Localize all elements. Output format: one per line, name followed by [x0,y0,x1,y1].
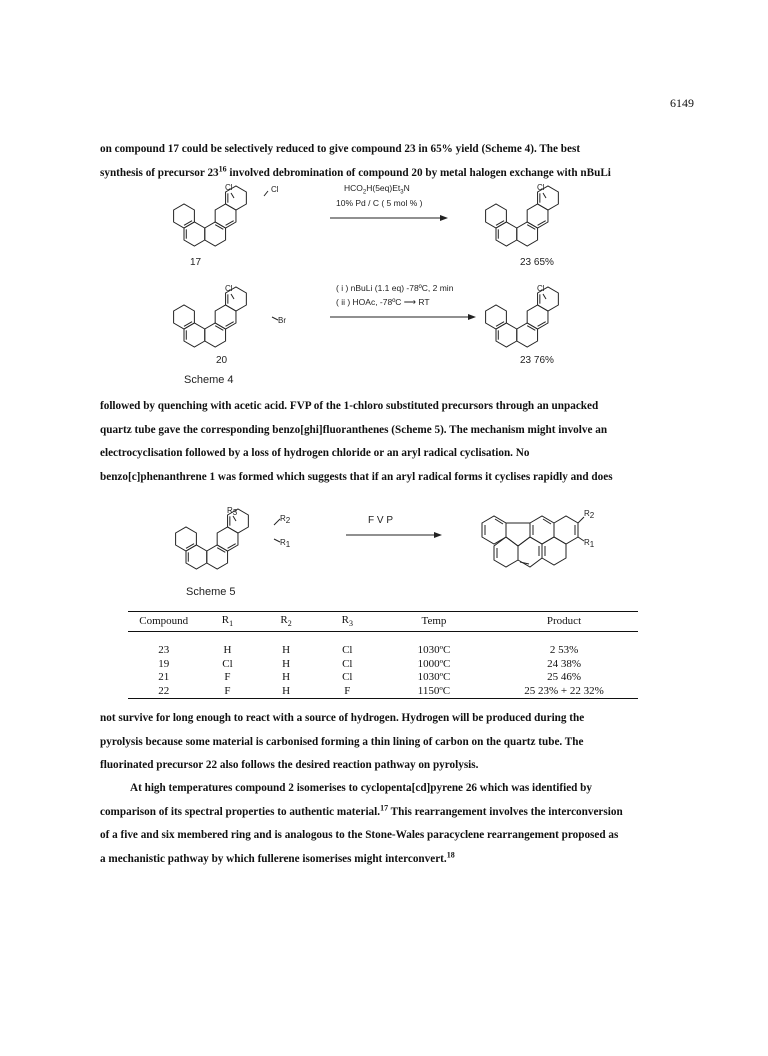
double-bond [527,225,535,230]
fvp-condition: F V P [368,515,394,526]
svg-text:Cl: Cl [537,284,545,293]
double-bond [215,326,223,331]
paragraph-1: on compound 17 could be selectively reduced to give compound 23 in 65% yield (Scheme 4). The best synthesis of precursor $23^{16}$ involved debromination of compound 20 by metal halogen exchange with nBuLi [100,143,611,179]
fvp-arrow [346,531,446,539]
svg-text:R1: R1 [584,538,595,549]
compound-20-structure [168,283,298,353]
cell-compound: 21 [158,671,170,684]
benzene-ring [486,305,507,329]
page-number: 6149 [670,96,694,110]
benzene-ring [517,222,538,246]
svg-text:Cl: Cl [225,284,233,293]
double-bond [496,322,504,327]
header-product: Product [490,612,638,632]
cell-temp: 1030ºC [417,644,451,657]
benzene-ring [527,305,548,329]
cell-r2: H [282,644,291,657]
paragraph-4: At high temperatures compound 2 isomerises to cyclopenta[cd]pyrene 26 which was identified by comparison of its spectral properties to authentic material.$^{17}$ This rearrangement involves the interconversion of a five and six membered ring and is analogous to the Stone-Wales paracyclene rearrangement proposed as a mechanistic pathway by which fullerene isomerises might interconvert.$^{18}$ [100,782,623,865]
benzene-ring [205,222,226,246]
reaction-2-conditions-line1: ( i ) nBuLi (1.1 eq) -78ºC, 2 min [336,283,454,293]
scheme-5-caption: Scheme 5 [186,586,236,598]
double-bond [184,221,192,226]
reaction-1-arrow [330,214,450,222]
reaction-2-conditions-line2: ( ii ) HOAc, -78ºC ⟶ RT [336,297,430,307]
svg-text:R3: R3 [227,506,238,517]
double-bond [217,548,225,553]
cell-product: 24 38% [547,657,581,670]
cell-r3: Cl [342,644,353,657]
svg-text:R2: R2 [584,509,595,520]
cell-r1: F [199,685,255,699]
cell-r3: Cl [342,657,353,670]
benzene-ring [496,323,517,347]
table-row [128,685,638,699]
cell-r3: Cl [342,671,353,684]
double-bond [226,322,234,327]
benzene-ring [186,545,207,569]
svg-text:R2: R2 [280,514,291,525]
benzene-ring [217,527,238,551]
double-bond [184,322,192,327]
cell-r2: H [282,671,291,684]
header-r2: $R_2$ [255,612,316,632]
svg-text:Cl: Cl [225,183,233,192]
cell-product: 2 53% [549,644,579,657]
double-bond [538,221,546,226]
double-bond [226,221,234,226]
compound-17-structure [168,182,288,252]
benzene-ring [215,305,236,329]
reaction-2-arrow [330,313,480,321]
table-row [128,658,638,672]
compound-17-label: 17 [190,257,202,268]
cell-temp: 1000ºC [417,657,451,670]
double-bond [186,544,194,549]
cell-compound: 22 [128,685,199,699]
benzene-ring [174,305,195,329]
compound-20-label: 20 [216,355,228,366]
double-bond [538,322,546,327]
cell-compound: 23 [158,644,170,657]
table-row [128,671,638,685]
svg-text:Cl: Cl [537,183,545,192]
compound-23-yield-1: 23 65% [520,257,554,268]
table-header-row [128,612,638,632]
svg-text:R1: R1 [280,538,291,549]
double-bond [496,221,504,226]
paragraph-3: not survive for long enough to react with a source of hydrogen. Hydrogen will be produced during the pyrolysis because some material is carbonised forming a thin lining of carbon on the quartz tube. The fluorinated precursor 22 also follows the desired reaction pathway on pyrolysis. [100,712,585,771]
benzene-ring [215,204,236,228]
header-compound: Compound [128,612,199,632]
cell-r2: H [255,685,316,699]
reaction-1-conditions-line2: 10% Pd / C ( 5 mol % ) [336,198,423,208]
cell-temp: 1150ºC [378,685,490,699]
svg-text:Cl: Cl [271,185,279,194]
benzene-ring [184,323,205,347]
cell-product: 25 46% [547,671,581,684]
benzene-ring [205,323,226,347]
svg-text:Br: Br [278,316,286,325]
benzene-ring [207,545,228,569]
cell-product: 25 23% + 22 32% [490,685,638,699]
benzene-ring [527,204,548,228]
header-r3: $R_3$ [317,612,378,632]
cell-r2: H [282,657,291,670]
benzene-ring [176,527,197,551]
cell-r1: Cl [222,657,233,670]
cell-temp: 1030ºC [417,671,451,684]
benzene-ring [496,222,517,246]
results-table [128,611,638,699]
scheme-4-caption: Scheme 4 [184,374,234,386]
header-temp: Temp [378,612,490,632]
compound-23-structure-2 [480,283,600,353]
table-row [128,632,638,658]
reaction-1-conditions-line1: $HCO_2H(5eq)Et_3N$ [344,183,410,196]
header-r1: $R_1$ [199,612,255,632]
cell-r1: F [224,671,231,684]
benzene-ring [174,204,195,228]
benzofluoranthene-structure [478,503,608,578]
cell-r3: F [317,685,378,699]
double-bond [215,225,223,230]
compound-23-structure [480,182,600,252]
double-bond [527,326,535,331]
benzene-ring [517,323,538,347]
double-bond [228,544,236,549]
cell-compound: 19 [158,657,170,670]
cell-r1: H [223,644,232,657]
paragraph-2: followed by quenching with acetic acid. FVP of the 1-chloro substituted precursors through an unpacked quartz tube gave the corresponding benzo[ghi]fluoranthenes (Scheme 5). The mechanism might involve an electrocyclisation followed by a loss of hydrogen chloride or an aryl radical cyclisation. No benzo[c]phenanthrene 1 was formed which suggests that if an aryl radical forms it cyclises rapidly and does [100,400,613,483]
benzene-ring [486,204,507,228]
precursor-structure [170,505,300,575]
benzene-ring [184,222,205,246]
compound-23-yield-2: 23 76% [520,355,554,366]
